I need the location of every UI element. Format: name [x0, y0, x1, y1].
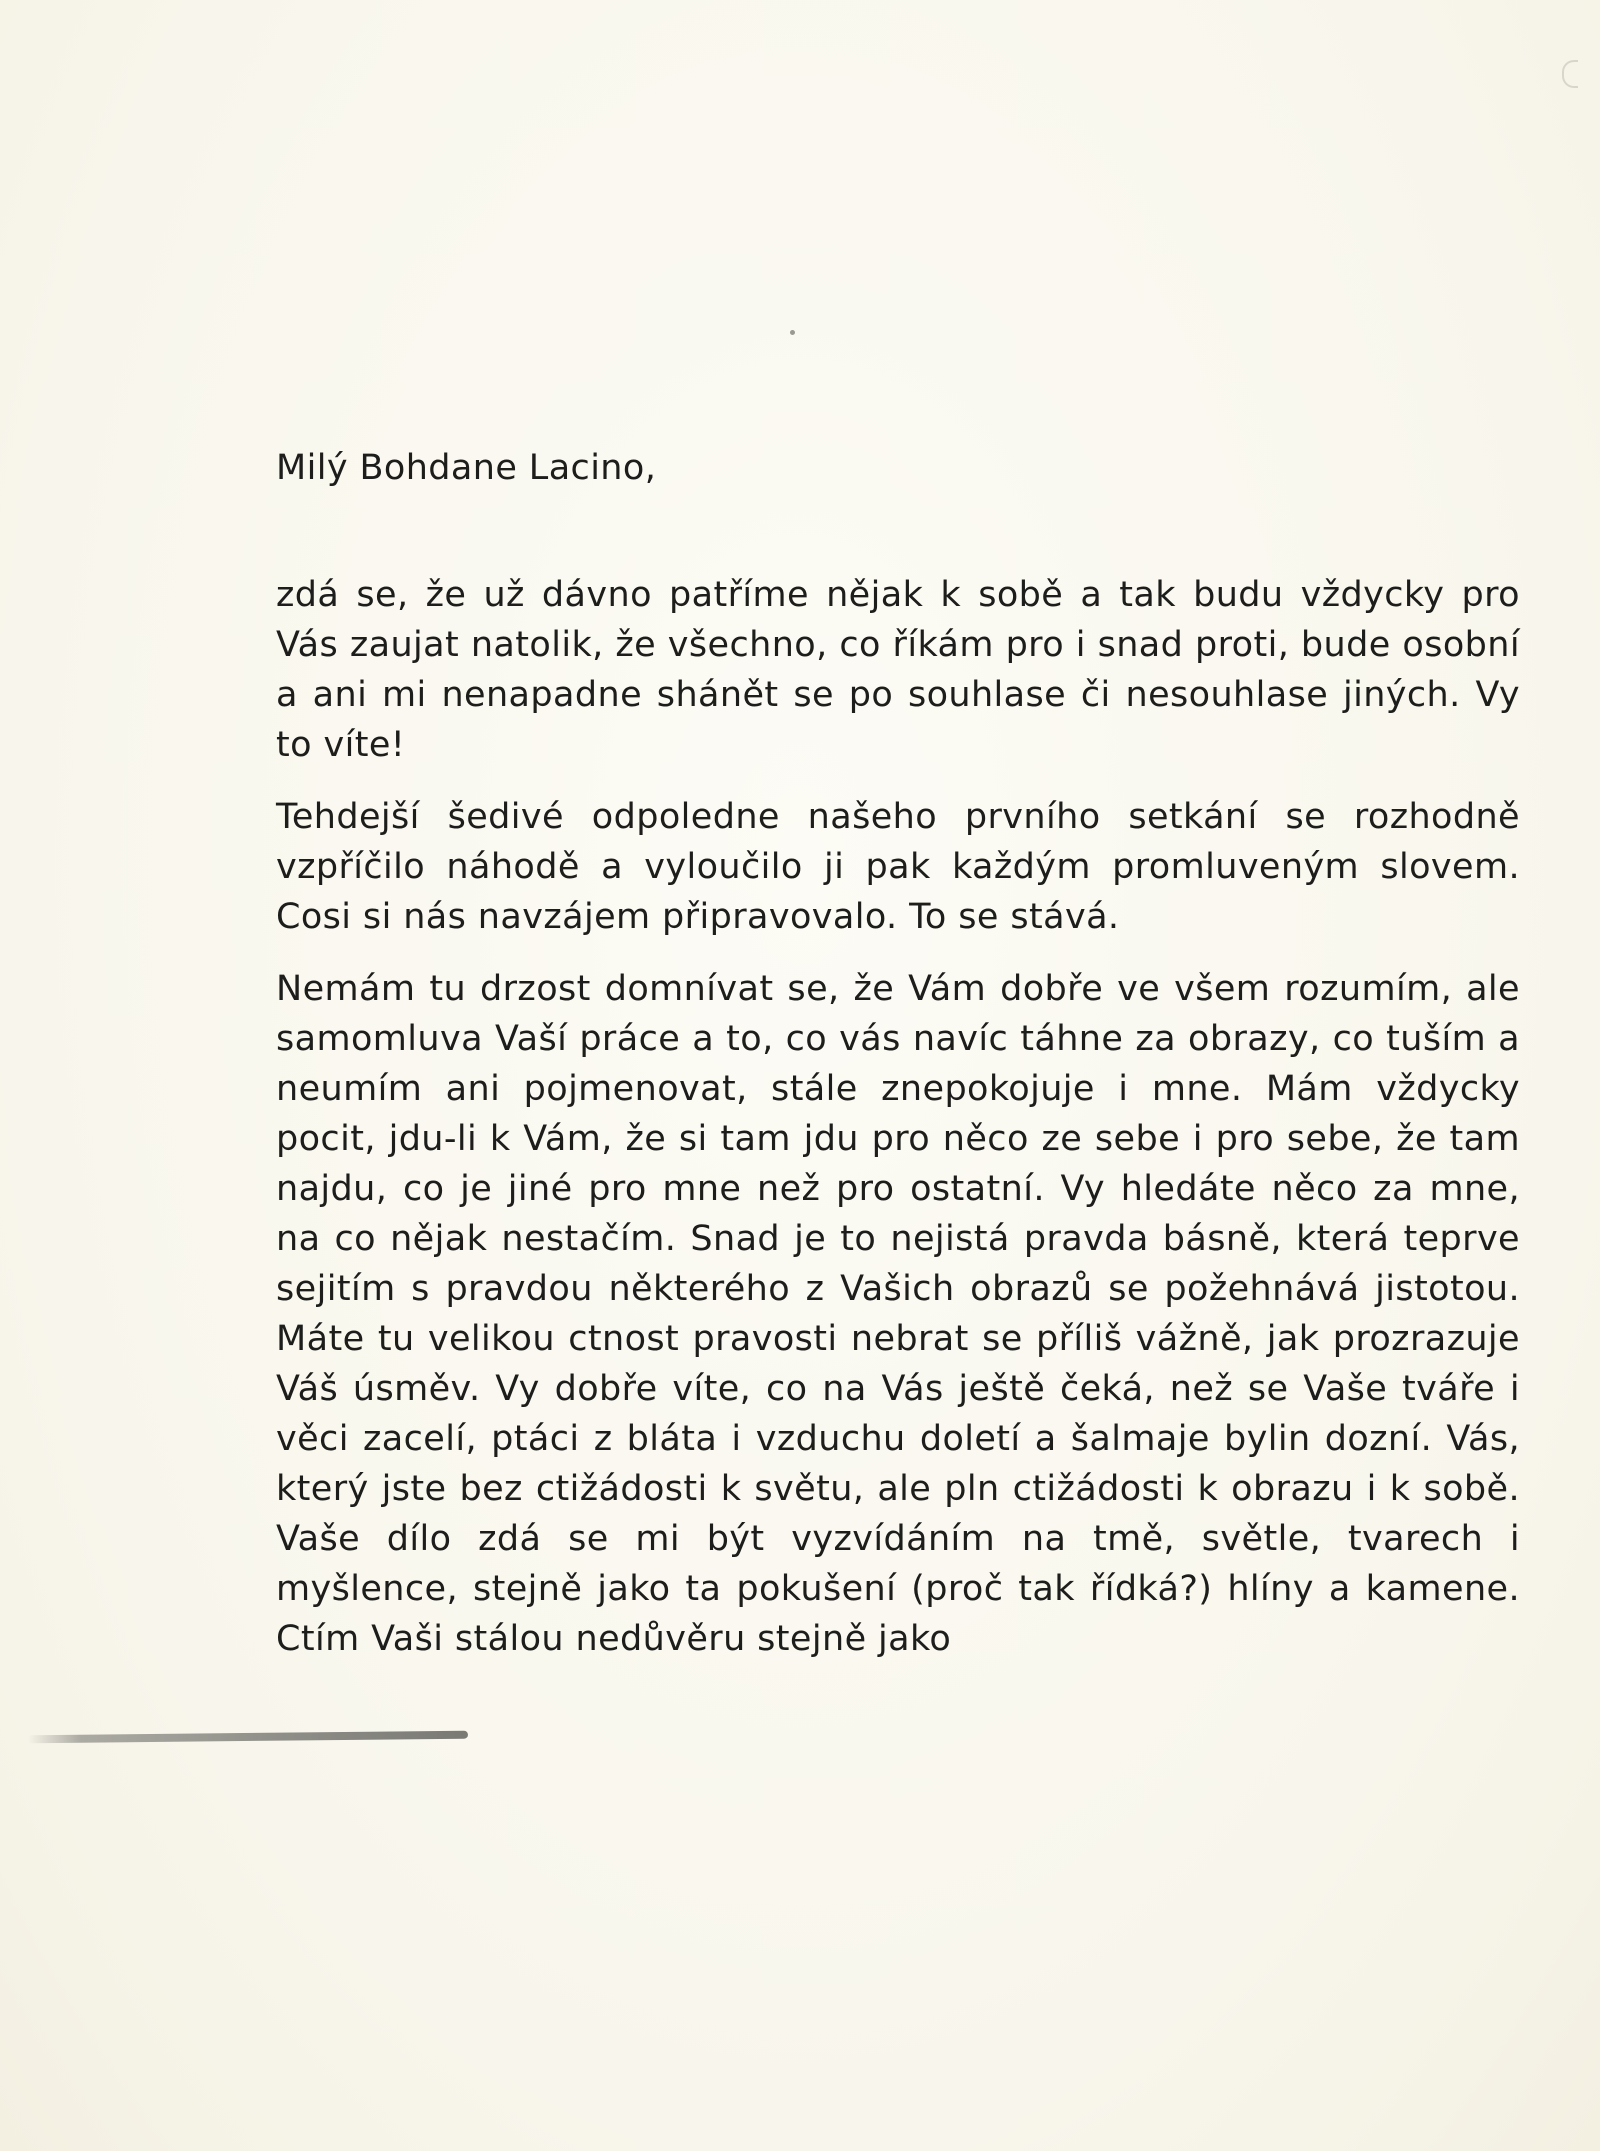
paper-edge-mark: [1562, 60, 1578, 88]
letter-paragraph-1: zdá se, že už dávno patříme nějak k sobě a tak budu vždycky pro Vás zaujat natolik, že všechno, co říkám pro i snad proti, bude osobní a ani mi nenapadne shánět se po souhlase či nesouhlase jiných. Vy to víte!: [276, 575, 1520, 765]
letter-paragraph-3: Nemám tu drzost domnívat se, že Vám dobře ve všem rozumím, ale samomluva Vaší práce a to, co vás navíc táhne za obrazy, co tuším a neumím ani pojmenovat, stále znepokojuje i mne. Mám vždycky pocit, jdu-li k Vám, že si tam jdu pro něco ze sebe i pro sebe, že tam najdu, co je jiné pro mne než pro ostatní. Vy hledáte něco za mne, na co nějak nestačím. Snad je to nejistá pravda básně, která teprve sejitím s pravdou některého z Vašich obrazů se požehnává jistotou. Máte tu velikou ctnost pravosti nebrat se příliš vážně, jak prozrazuje Váš úsměv. Vy dobře víte, co na Vás ještě čeká, než se Vaše tváře i věci zacelí, ptáci z bláta i vzduchu doletí a šalmaje bylin dozní. Vás, který jste bez ctižádosti k světu, ale pln ctižádosti k obrazu i k sobě. Vaše dílo zdá se mi být vyzvídáním na tmě, světle, tvarech i myšlence, stejně jako ta pokušení (proč tak řídká?) hlíny a kamene. Ctím Vaši stálou nedůvěru stejně jako: [276, 969, 1520, 1659]
letter-body: [276, 438, 1520, 1686]
letter-salutation: Milý Bohdane Lacino,: [276, 448, 657, 488]
paper-speck: [790, 330, 795, 335]
letter-paragraph-2: Tehdejší šedivé odpoledne našeho prvního setkání se rozhodně vzpříčilo náhodě a vyloučilo ji pak každým promluveným slovem. Cosi si nás navzájem připravovalo. To se stává.: [276, 797, 1520, 937]
pencil-margin-mark: [28, 1731, 468, 1744]
